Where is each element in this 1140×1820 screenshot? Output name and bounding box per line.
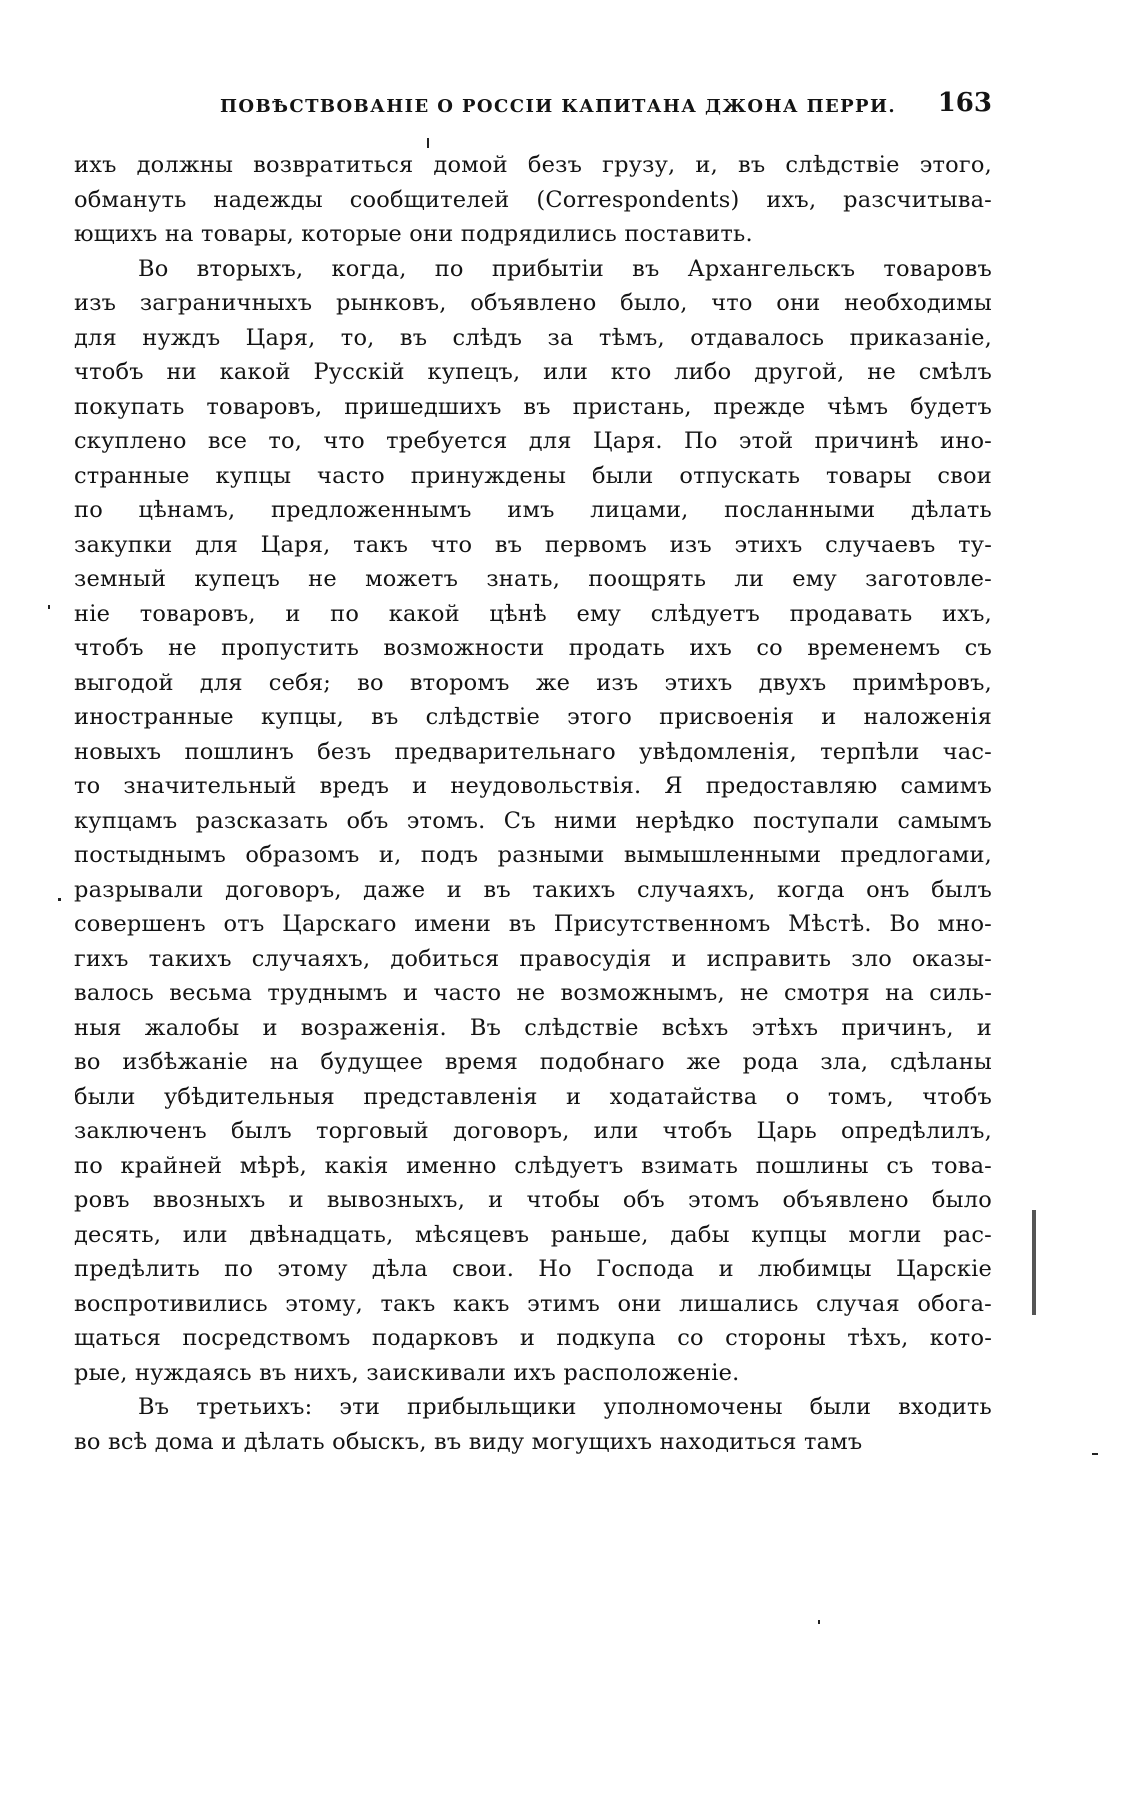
text-line: воспротивились этому, такъ какъ этимъ они лишались случая обога-	[74, 1290, 992, 1317]
text-line: по цѣнамъ, предложеннымъ имъ лицами, посланными дѣлать	[74, 497, 992, 523]
text-line: Въ третьихъ: эти прибыльщики уполномочены были входить	[138, 1394, 992, 1420]
text-line: разрывали договоръ, даже и въ такихъ случаяхъ, когда онъ былъ	[74, 876, 992, 903]
text-line: странные купцы часто принуждены были отпускать товары свои	[74, 462, 992, 489]
text-line: гихъ такихъ случаяхъ, добиться правосудія и исправить зло оказы-	[74, 945, 992, 972]
text-line: обмануть надежды сообщителей (Correspondents) ихъ, разсчитыва-	[74, 186, 992, 213]
text-line: закупки для Царя, такъ что въ первомъ изъ этихъ случаевъ ту-	[74, 531, 992, 558]
text-line: ровъ ввозныхъ и вывозныхъ, и чтобы объ этомъ объявлено было	[74, 1187, 992, 1213]
text-line: земный купецъ не можетъ знать, поощрять ли ему заготовле-	[74, 566, 992, 592]
text-line: во всѣ дома и дѣлать обыскъ, въ виду могущихъ находиться тамъ	[74, 1428, 863, 1455]
page-number: 163	[937, 88, 992, 118]
scan-speck	[58, 898, 61, 901]
text-line: постыднымъ образомъ и, подъ разными вымышленными предлогами,	[74, 842, 992, 868]
text-line: изъ заграничныхъ рынковъ, объявлено было, что они необходимы	[74, 290, 992, 316]
text-line: были убѣдительныя представленія и ходатайства о томъ, чтобъ	[74, 1083, 992, 1110]
scan-speck	[48, 605, 50, 609]
text-line: выгодой для себя; во второмъ же изъ этихъ двухъ примѣровъ,	[74, 669, 992, 696]
text-line: щаться посредствомъ подарковъ и подкупа со стороны тѣхъ, кото-	[74, 1325, 992, 1351]
text-line: чтобъ ни какой Русскій купецъ, или кто либо другой, не смѣлъ	[74, 359, 992, 385]
text-line: ющихъ на товары, которые они подрядились поставить.	[74, 221, 753, 247]
text-line: предѣлить по этому дѣла свои. Но Господа и любимцы Царскіе	[74, 1256, 992, 1282]
body-text	[74, 148, 992, 1459]
text-line: новыхъ пошлинъ безъ предварительнаго увѣдомленія, терпѣли час-	[74, 738, 992, 765]
page-header	[74, 88, 996, 126]
text-line: иностранные купцы, въ слѣдствіе этого присвоенія и наложенія	[74, 704, 992, 730]
running-head: ПОВѢСТВОВАНІЕ О РОССІИ КАПИТАНА ДЖОНА ПЕРРИ.	[220, 96, 897, 117]
text-line: валось весьма труднымъ и часто не возможнымъ, не смотря на силь-	[74, 980, 992, 1006]
text-line: по крайней мѣрѣ, какія именно слѣдуетъ взимать пошлины съ това-	[74, 1152, 992, 1179]
scan-speck	[1092, 1453, 1098, 1455]
text-line: Во вторыхъ, когда, по прибытіи въ Архангельскъ товаровъ	[138, 255, 992, 282]
text-line: скуплено все то, что требуется для Царя. По этой причинѣ ино-	[74, 428, 992, 454]
text-line: во избѣжаніе на будущее время подобнаго же рода зла, сдѣланы	[74, 1049, 992, 1075]
text-line: ныя жалобы и возраженія. Въ слѣдствіе всѣхъ этѣхъ причинъ, и	[74, 1014, 992, 1041]
scan-speck	[818, 1620, 820, 1624]
text-line: ихъ должны возвратиться домой безъ грузу, и, въ слѣдствіе этого,	[74, 152, 992, 178]
text-line: купцамъ разсказать объ этомъ. Съ ними нерѣдко поступали самымъ	[74, 807, 992, 834]
text-line: рые, нуждаясь въ нихъ, заискивали ихъ расположеніе.	[74, 1359, 740, 1386]
text-line: совершенъ отъ Царскаго имени въ Присутственномъ Мѣстѣ. Во мно-	[74, 911, 992, 937]
text-line: покупать товаровъ, пришедшихъ въ пристань, прежде чѣмъ будетъ	[74, 393, 992, 420]
scan-speck	[427, 138, 429, 148]
text-line: то значительный вредъ и неудовольствія. Я предоставляю самимъ	[74, 773, 992, 799]
text-line: ніе товаровъ, и по какой цѣнѣ ему слѣдуетъ продавать ихъ,	[74, 600, 992, 627]
text-line: чтобъ не пропустить возможности продать ихъ со временемъ съ	[74, 635, 992, 661]
text-line: десять, или двѣнадцать, мѣсяцевъ раньше, дабы купцы могли рас-	[74, 1221, 992, 1248]
text-line: для нуждъ Царя, то, въ слѣдъ за тѣмъ, отдавалось приказаніе,	[74, 324, 992, 351]
scan-speck	[1032, 1210, 1036, 1315]
text-line: заключенъ былъ торговый договоръ, или чтобъ Царь опредѣлилъ,	[74, 1118, 992, 1144]
